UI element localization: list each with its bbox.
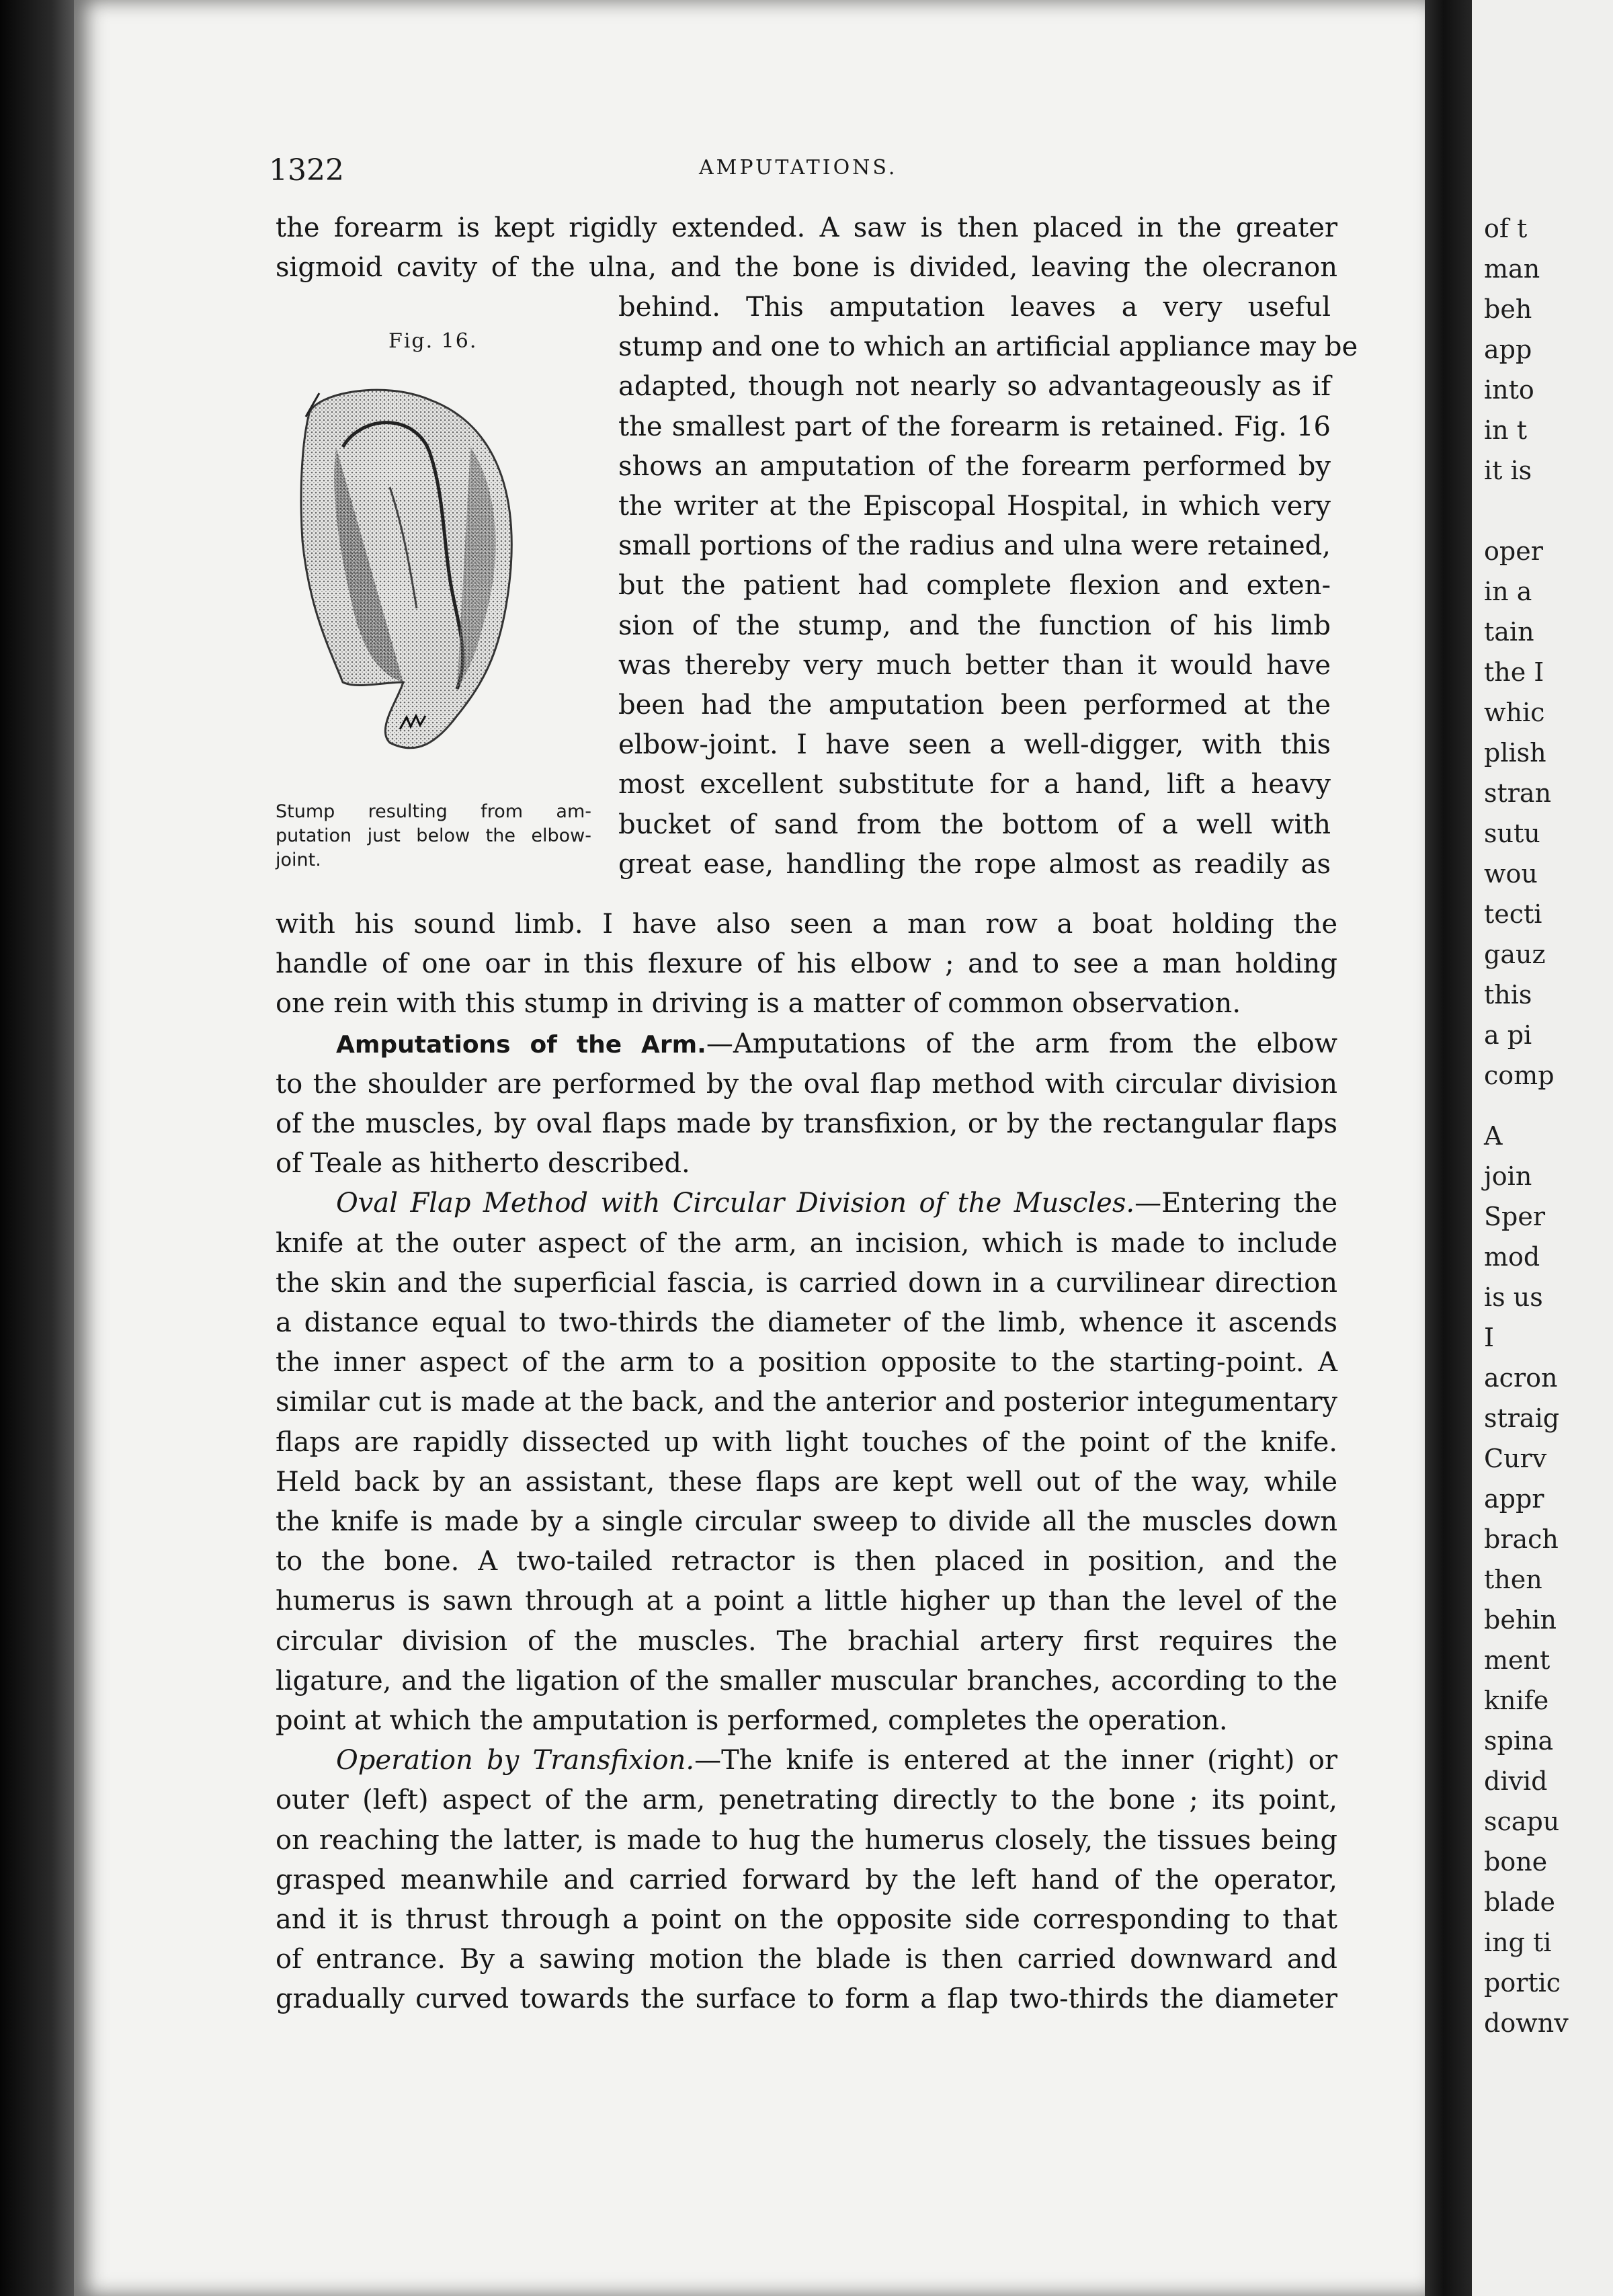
- facing-page-fragment: this: [1484, 980, 1532, 1010]
- page-number: 1322: [269, 153, 344, 188]
- left-dark-margin: [0, 0, 74, 2296]
- text-line: point at which the amputation is performed, completes the operation.: [276, 1705, 1228, 1737]
- wrapped-line: sion of the stump, and the function of his limb: [618, 610, 1331, 641]
- text-line: similar cut is made at the back, and the anterior and posterior integumentary: [276, 1387, 1337, 1418]
- wrapped-text: [618, 288, 1358, 885]
- facing-page-fragment: sutu: [1484, 819, 1540, 848]
- facing-page-fragment: brach: [1484, 1524, 1559, 1554]
- text-line: ligature, and the ligation of the smaller muscular branches, according to the: [276, 1665, 1337, 1696]
- facing-page-fragment: comp: [1484, 1061, 1555, 1090]
- facing-page-fragment: gauz: [1484, 940, 1546, 969]
- wrapped-line: the writer at the Episcopal Hospital, in which very: [618, 491, 1331, 522]
- facing-page-fragment: bone: [1484, 1847, 1548, 1877]
- facing-page-edge: [1472, 0, 1613, 2296]
- facing-page-fragment: oper: [1484, 536, 1543, 566]
- facing-page-fragment: into: [1484, 375, 1534, 405]
- facing-page-fragment: ing ti: [1484, 1928, 1552, 1957]
- text-line: gradually curved towards the surface to form a flap two-thirds the diameter: [276, 1983, 1337, 2015]
- body-text: [276, 208, 1337, 288]
- facing-page-fragment: man: [1484, 254, 1540, 284]
- facing-page-fragment: ment: [1484, 1645, 1550, 1675]
- wrapped-line: small portions of the radius and ulna were retained,: [618, 530, 1331, 562]
- wrapped-line: shows an amputation of the forearm performed by: [618, 450, 1331, 482]
- section-heading-line: [276, 1184, 1337, 1223]
- text-line: a distance equal to two-thirds the diameter of the limb, whence it ascends: [276, 1307, 1337, 1339]
- text-line: of Teale as hitherto described.: [276, 1148, 690, 1180]
- caption-line: Stump resulting from am-: [276, 801, 591, 822]
- figure-16: [276, 329, 612, 901]
- facing-page-fragment: blade: [1484, 1887, 1555, 1917]
- wrapped-line: adapted, though not nearly so advantageously as if: [618, 371, 1331, 403]
- text-line: circular division of the muscles. The brachial artery first requires the: [276, 1625, 1337, 1657]
- facing-page-fragment: A: [1484, 1121, 1503, 1151]
- figure-caption: [276, 800, 591, 872]
- caption-line: putation just below the elbow-: [276, 825, 591, 846]
- text-line: grasped meanwhile and carried forward by the left hand of the operator,: [276, 1864, 1337, 1895]
- facing-page-fragment: in a: [1484, 577, 1532, 606]
- caption-line: joint.: [276, 850, 321, 870]
- section-heading-line: [276, 1741, 1337, 1780]
- facing-page-fragment: of t: [1484, 214, 1528, 243]
- text-line: to the bone. A two-tailed retractor is then placed in position, and the: [276, 1546, 1337, 1577]
- facing-page-fragment: appr: [1484, 1484, 1544, 1514]
- text-line: of the muscles, by oval flaps made by transfixion, or by the rectangular flaps: [276, 1108, 1337, 1140]
- wrapped-line: great ease, handling the rope almost as readily as: [618, 848, 1331, 880]
- facing-page-fragment: acron: [1484, 1363, 1558, 1393]
- facing-page-fragment: behin: [1484, 1605, 1557, 1635]
- wrapped-line: been had the amputation been performed at the: [618, 690, 1331, 721]
- text-line: one rein with this stump in driving is a matter of common observation.: [276, 988, 1241, 1020]
- facing-page-fragment: then: [1484, 1565, 1542, 1594]
- facing-page-fragment: it is: [1484, 456, 1532, 485]
- text-line: humerus is sawn through at a point a little higher up than the level of the: [276, 1586, 1337, 1617]
- text-line: the skin and the superficial fascia, is carried down in a curvilinear direction: [276, 1267, 1337, 1299]
- text-line: on reaching the latter, is made to hug the humerus closely, the tissues being: [276, 1824, 1337, 1856]
- trans-first: —The knife is entered at the inner (right) or: [694, 1745, 1337, 1776]
- wrapped-line: elbow-joint. I have seen a well-digger, with this: [618, 729, 1331, 761]
- running-head: [269, 153, 1344, 194]
- oval-first: —Entering the: [1134, 1188, 1337, 1219]
- arm-heading: Amputations of the Arm.: [336, 1030, 706, 1059]
- wrapped-line: but the patient had complete flexion and exten-: [618, 570, 1331, 602]
- facing-page-fragment: a pi: [1484, 1020, 1532, 1050]
- facing-page-fragment: I: [1484, 1323, 1495, 1352]
- facing-page-fragment: scapu: [1484, 1807, 1560, 1836]
- facing-page-fragment: divid: [1484, 1766, 1548, 1796]
- text-line: with his sound limb. I have also seen a man row a boat holding the: [276, 909, 1337, 940]
- facing-page-fragment: is us: [1484, 1282, 1543, 1312]
- text-line: knife at the outer aspect of the arm, an incision, which is made to include: [276, 1227, 1337, 1259]
- facing-page-fragment: mod: [1484, 1242, 1540, 1272]
- wrapped-line: bucket of sand from the bottom of a well with: [618, 809, 1331, 840]
- facing-page-fragment: spina: [1484, 1726, 1554, 1756]
- facing-page-fragment: straig: [1484, 1403, 1560, 1433]
- facing-page-fragment: knife: [1484, 1686, 1549, 1715]
- stump-illustration: [282, 366, 578, 783]
- facing-page-fragment: wou: [1484, 859, 1538, 889]
- text-line: sigmoid cavity of the ulna, and the bone is divided, leaving the olecranon: [276, 252, 1337, 284]
- body-text-lower: [276, 905, 1337, 2020]
- text-line: the inner aspect of the arm to a position opposite to the starting-point. A: [276, 1347, 1337, 1379]
- facing-page-fragment: whic: [1484, 698, 1545, 727]
- text-line: the knife is made by a single circular sweep to divide all the muscles down: [276, 1506, 1337, 1538]
- wrapped-line: was thereby very much better than it would have: [618, 649, 1331, 681]
- facing-page-fragment: portic: [1484, 1968, 1561, 1998]
- arm-para-first: —Amputations of the arm from the elbow: [706, 1028, 1337, 1059]
- facing-page-fragment: downv: [1484, 2008, 1569, 2038]
- section-heading-line: [276, 1024, 1337, 1065]
- facing-page-fragment: in t: [1484, 415, 1527, 445]
- text-line: of entrance. By a sawing motion the blade is then carried downward and: [276, 1944, 1337, 1975]
- text-line: to the shoulder are performed by the oval flap method with circular division: [276, 1068, 1337, 1100]
- text-line: handle of one oar in this flexure of his elbow ; and to see a man holding: [276, 948, 1337, 980]
- facing-page-fragment: Sper: [1484, 1202, 1546, 1231]
- figure-label: Fig. 16.: [388, 329, 478, 353]
- facing-page-fragment: app: [1484, 335, 1532, 364]
- facing-page-fragment: the I: [1484, 657, 1544, 687]
- text-line: and it is thrust through a point on the opposite side corresponding to that: [276, 1904, 1337, 1936]
- transfixion-heading: Operation by Transfixion.: [336, 1745, 695, 1776]
- text-line: outer (left) aspect of the arm, penetrating directly to the bone ; its point,: [276, 1785, 1337, 1816]
- text-line: flaps are rapidly dissected up with light touches of the point of the knife.: [276, 1426, 1337, 1458]
- facing-page-fragment: tecti: [1484, 899, 1542, 929]
- wrapped-line: most excellent substitute for a hand, lift a heavy: [618, 769, 1331, 801]
- book-gutter: [1425, 0, 1472, 2296]
- facing-page-fragment: plish: [1484, 738, 1546, 768]
- wrapped-line: behind. This amputation leaves a very useful: [618, 292, 1331, 323]
- oval-heading: Oval Flap Method with Circular Division of the Muscles.: [336, 1188, 1135, 1219]
- wrapped-line: stump and one to which an artificial appliance may be: [618, 331, 1358, 363]
- facing-page-fragment: join: [1484, 1161, 1532, 1191]
- running-head-title: AMPUTATIONS.: [699, 156, 898, 179]
- facing-page-fragment: beh: [1484, 294, 1532, 324]
- text-line: the forearm is kept rigidly extended. A saw is then placed in the greater: [276, 212, 1337, 243]
- facing-page-fragment: stran: [1484, 778, 1552, 808]
- text-line: Held back by an assistant, these flaps are kept well out of the way, while: [276, 1466, 1337, 1498]
- facing-page-fragment: tain: [1484, 617, 1534, 647]
- facing-page-fragment: Curv: [1484, 1444, 1547, 1473]
- wrapped-line: the smallest part of the forearm is retained. Fig. 16: [618, 411, 1331, 442]
